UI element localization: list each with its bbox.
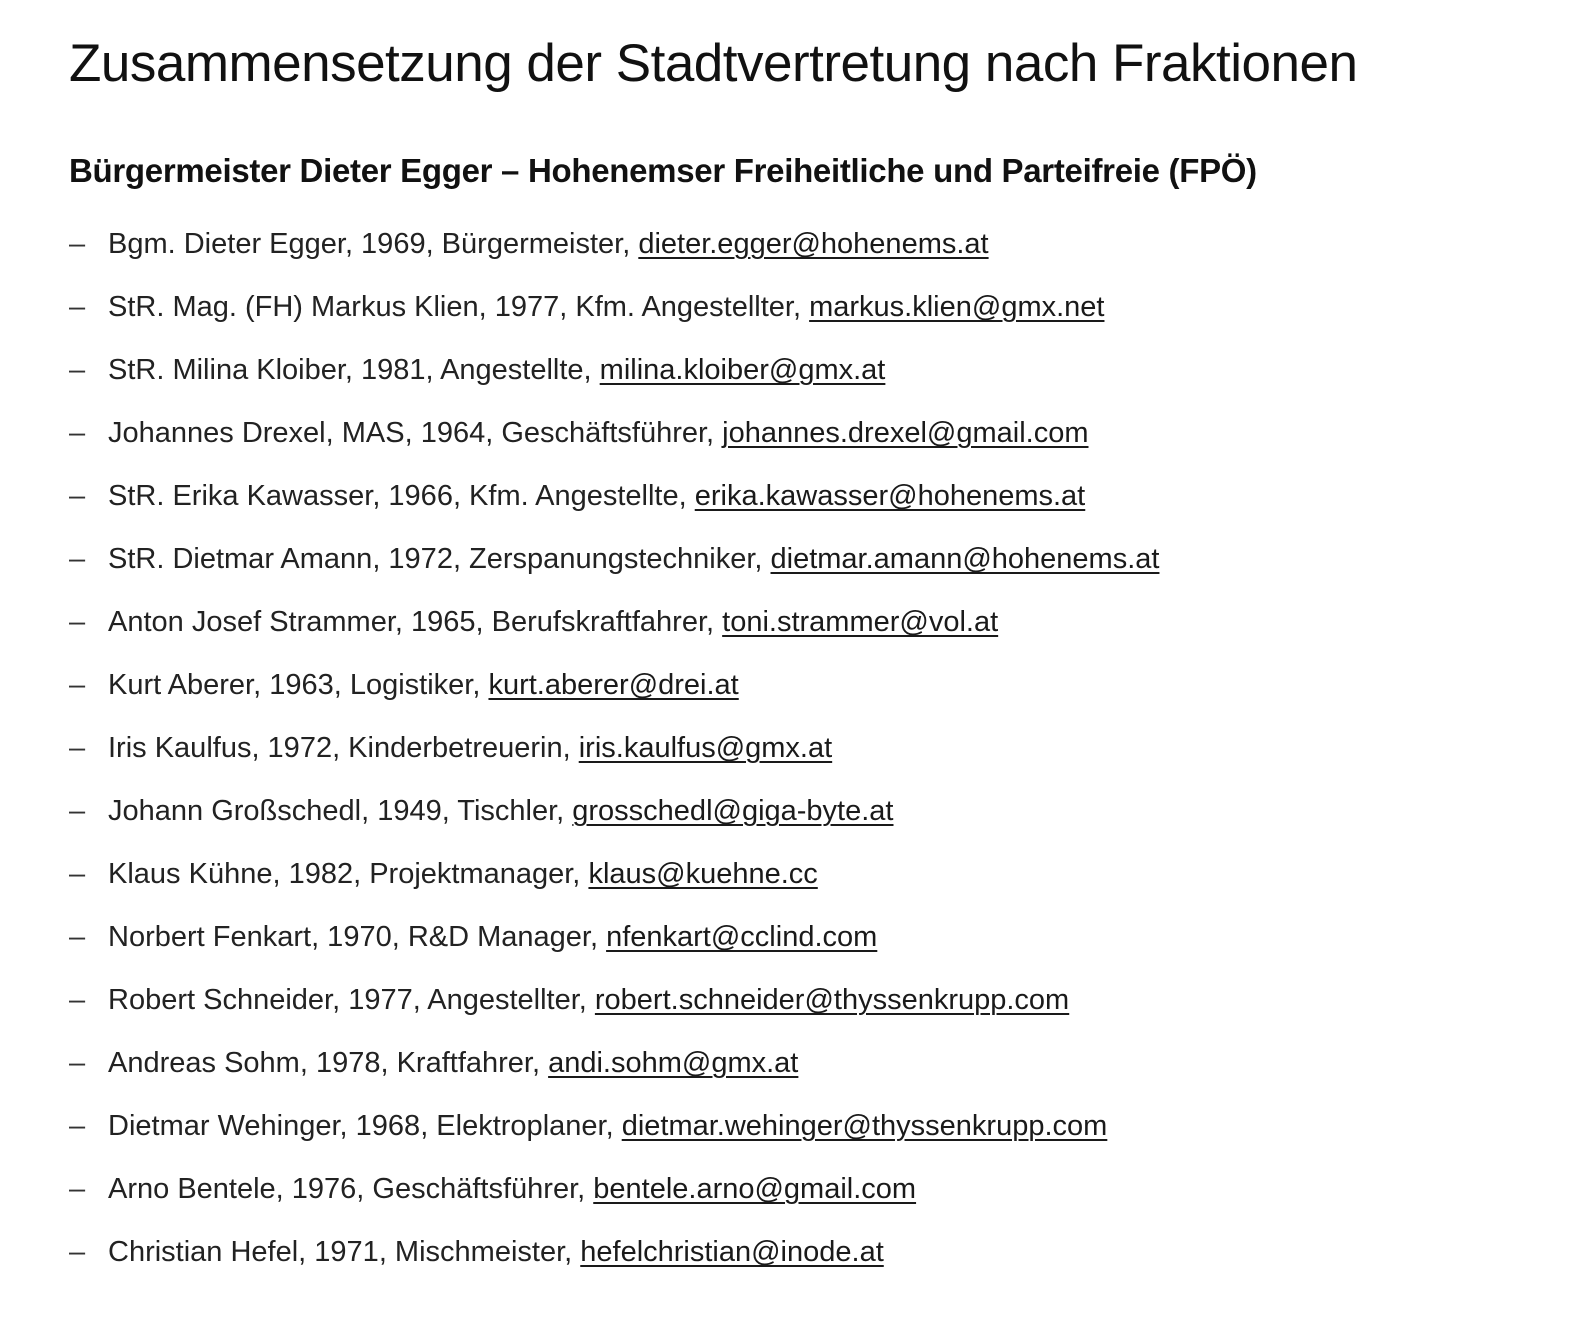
email-link[interactable]: erika.kawasser@hohenems.at — [694, 480, 1086, 512]
email-link[interactable]: iris.kaulfus@gmx.at — [578, 732, 833, 764]
member-info: Iris Kaulfus, 1972, Kinderbetreuerin, — [108, 732, 579, 764]
member-info: Arno Bentele, 1976, Geschäftsführer, — [108, 1173, 594, 1205]
member-info: Norbert Fenkart, 1970, R&D Manager, — [108, 921, 607, 953]
member-info: Bgm. Dieter Egger, 1969, Bürgermeister, — [108, 228, 639, 260]
list-item — [69, 348, 1582, 411]
list-bullet: – — [69, 984, 86, 1016]
list-bullet: – — [69, 543, 86, 575]
list-bullet: – — [69, 795, 86, 827]
list-item — [69, 1230, 1582, 1293]
email-link[interactable]: dietmar.wehinger@thyssenkrupp.com — [621, 1110, 1108, 1142]
member-info: Robert Schneider, 1977, Angestellter, — [108, 984, 595, 1016]
member-info: StR. Milina Kloiber, 1981, Angestellte, — [108, 354, 600, 386]
list-bullet: – — [69, 669, 86, 701]
email-link[interactable]: bentele.arno@gmail.com — [593, 1173, 917, 1205]
list-bullet: – — [69, 858, 86, 890]
list-bullet: – — [69, 1110, 86, 1142]
list-item — [69, 411, 1582, 474]
email-link[interactable]: nfenkart@cclind.com — [606, 921, 878, 953]
list-item — [69, 600, 1582, 663]
email-link[interactable]: robert.schneider@thyssenkrupp.com — [594, 984, 1070, 1016]
list-bullet: – — [69, 228, 86, 260]
email-link[interactable]: andi.sohm@gmx.at — [548, 1047, 799, 1079]
list-item — [69, 789, 1582, 852]
list-item — [69, 1167, 1582, 1230]
member-info: Johann Großschedl, 1949, Tischler, — [108, 795, 573, 827]
list-bullet: – — [69, 606, 86, 638]
member-info: Klaus Kühne, 1982, Projektmanager, — [108, 858, 589, 890]
list-bullet: – — [69, 1236, 86, 1268]
list-bullet: – — [69, 732, 86, 764]
email-link[interactable]: dietmar.amann@hohenems.at — [770, 543, 1160, 575]
section-heading: Bürgermeister Dieter Egger – Hohenemser Freiheitliche und Parteifreie (FPÖ) — [69, 152, 1257, 189]
list-item — [69, 474, 1582, 537]
member-info: StR. Dietmar Amann, 1972, Zerspanungstechniker, — [108, 543, 771, 575]
email-link[interactable]: dieter.egger@hohenems.at — [638, 228, 989, 260]
list-item — [69, 978, 1582, 1041]
list-item — [69, 852, 1582, 915]
member-info: Kurt Aberer, 1963, Logistiker, — [108, 669, 489, 701]
list-bullet: – — [69, 417, 86, 449]
list-item — [69, 537, 1582, 600]
member-info: Johannes Drexel, MAS, 1964, Geschäftsführer, — [108, 417, 723, 449]
list-item — [69, 663, 1582, 726]
list-bullet: – — [69, 1047, 86, 1079]
list-item — [69, 726, 1582, 789]
member-info: Andreas Sohm, 1978, Kraftfahrer, — [108, 1047, 549, 1079]
list-item — [69, 1041, 1582, 1104]
email-link[interactable]: johannes.drexel@gmail.com — [722, 417, 1089, 449]
list-bullet: – — [69, 480, 86, 512]
list-bullet: – — [69, 291, 86, 323]
email-link[interactable]: markus.klien@gmx.net — [809, 291, 1105, 323]
list-bullet: – — [69, 1173, 86, 1205]
list-item — [69, 285, 1582, 348]
email-link[interactable]: hefelchristian@inode.at — [580, 1236, 884, 1268]
list-item — [69, 915, 1582, 978]
page-title: Zusammensetzung der Stadtvertretung nach Fraktionen — [69, 34, 1358, 93]
email-link[interactable]: klaus@kuehne.cc — [588, 858, 818, 890]
list-bullet: – — [69, 354, 86, 386]
list-bullet: – — [69, 921, 86, 953]
member-info: StR. Erika Kawasser, 1966, Kfm. Angestellte, — [108, 480, 695, 512]
member-info: Anton Josef Strammer, 1965, Berufskraftfahrer, — [108, 606, 723, 638]
email-link[interactable]: milina.kloiber@gmx.at — [599, 354, 886, 386]
email-link[interactable]: kurt.aberer@drei.at — [488, 669, 739, 701]
member-list — [69, 222, 1582, 1293]
member-info: StR. Mag. (FH) Markus Klien, 1977, Kfm. Angestellter, — [108, 291, 810, 323]
email-link[interactable]: toni.strammer@vol.at — [722, 606, 999, 638]
list-item — [69, 222, 1582, 285]
email-link[interactable]: grosschedl@giga-byte.at — [572, 795, 894, 827]
member-info: Christian Hefel, 1971, Mischmeister, — [108, 1236, 581, 1268]
list-item — [69, 1104, 1582, 1167]
member-info: Dietmar Wehinger, 1968, Elektroplaner, — [108, 1110, 622, 1142]
